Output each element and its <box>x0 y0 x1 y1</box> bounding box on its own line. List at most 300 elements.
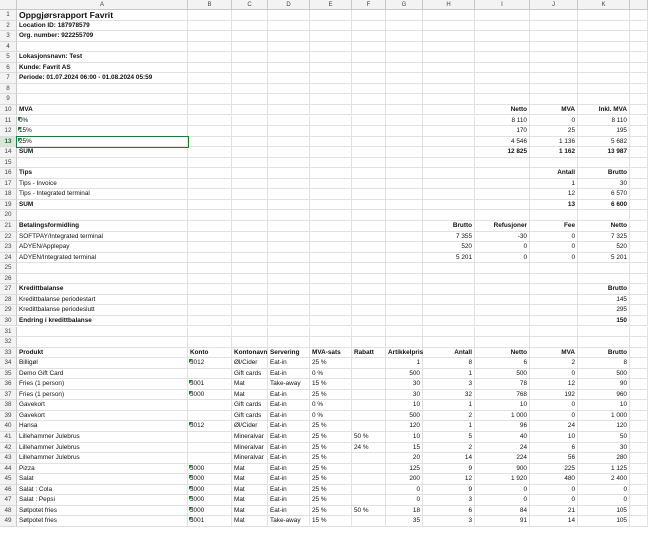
cell-h13[interactable] <box>423 137 475 148</box>
cell-h4[interactable] <box>423 42 475 53</box>
cell-c48[interactable]: Mat <box>232 506 268 517</box>
cell-f47[interactable] <box>352 495 386 506</box>
column-header-e[interactable]: E <box>310 0 352 10</box>
cell-k11[interactable]: 8 110 <box>578 116 630 127</box>
cell-b27[interactable] <box>188 284 232 295</box>
row-header-20[interactable]: 20 <box>0 210 17 221</box>
cell-a15[interactable] <box>17 158 188 169</box>
cell-j39[interactable]: 0 <box>530 411 578 422</box>
cell-a42[interactable]: Lillehammer Julebrus <box>17 443 188 454</box>
row-header-29[interactable]: 29 <box>0 305 17 316</box>
cell-a1[interactable]: Oppgjørsrapport Favrit <box>17 10 188 21</box>
cell-f45[interactable] <box>352 474 386 485</box>
cell-h47[interactable]: 3 <box>423 495 475 506</box>
cell-i38[interactable]: 10 <box>475 400 530 411</box>
cell-k4[interactable] <box>578 42 630 53</box>
cell-k32[interactable] <box>578 337 630 348</box>
cell-i41[interactable]: 40 <box>475 432 530 443</box>
cell-d30[interactable] <box>268 316 310 327</box>
cell-a13[interactable]: 25% <box>17 137 188 148</box>
cell-g12[interactable] <box>386 126 423 137</box>
cell-i37[interactable]: 768 <box>475 390 530 401</box>
cell-j16[interactable]: Antall <box>530 168 578 179</box>
cell-k15[interactable] <box>578 158 630 169</box>
cell-h25[interactable] <box>423 263 475 274</box>
cell-k21[interactable]: Netto <box>578 221 630 232</box>
cell-e48[interactable]: 25 % <box>310 506 352 517</box>
cell-k23[interactable]: 520 <box>578 242 630 253</box>
cell-k39[interactable]: 1 000 <box>578 411 630 422</box>
cell-g18[interactable] <box>386 189 423 200</box>
cell-e31[interactable] <box>310 327 352 338</box>
cell-a28[interactable]: Kredittbalanse periodestart <box>17 295 188 306</box>
row-header-6[interactable]: 6 <box>0 63 17 74</box>
cell-h24[interactable]: 5 201 <box>423 253 475 264</box>
cell-f13[interactable] <box>352 137 386 148</box>
cell-d15[interactable] <box>268 158 310 169</box>
row-header-30[interactable]: 30 <box>0 316 17 327</box>
cell-h31[interactable] <box>423 327 475 338</box>
row-header-36[interactable]: 36 <box>0 379 17 390</box>
cell-b25[interactable] <box>188 263 232 274</box>
row-header-44[interactable]: 44 <box>0 464 17 475</box>
cell-h5[interactable] <box>423 52 475 63</box>
row-header-48[interactable]: 48 <box>0 506 17 517</box>
cell-b23[interactable] <box>188 242 232 253</box>
row-header-40[interactable]: 40 <box>0 421 17 432</box>
cell-c18[interactable] <box>232 189 268 200</box>
cell-a3[interactable]: Org. number: 922255709 <box>17 31 188 42</box>
cell-h30[interactable] <box>423 316 475 327</box>
cell-g20[interactable] <box>386 210 423 221</box>
cell-h1[interactable] <box>423 10 475 21</box>
row-header-41[interactable]: 41 <box>0 432 17 443</box>
row-header-2[interactable]: 2 <box>0 21 17 32</box>
cell-j48[interactable]: 21 <box>530 506 578 517</box>
cell-k7[interactable] <box>578 73 630 84</box>
cell-a38[interactable]: Gavekort <box>17 400 188 411</box>
cell-b36[interactable]: 3001 <box>188 379 232 390</box>
cell-e43[interactable]: 25 % <box>310 453 352 464</box>
cell-a33[interactable]: Produkt <box>17 348 188 359</box>
cell-i40[interactable]: 96 <box>475 421 530 432</box>
cell-c25[interactable] <box>232 263 268 274</box>
cell-b32[interactable] <box>188 337 232 348</box>
cell-c15[interactable] <box>232 158 268 169</box>
cell-a47[interactable]: Salat : Pepsi <box>17 495 188 506</box>
cell-k46[interactable]: 0 <box>578 485 630 496</box>
row-header-33[interactable]: 33 <box>0 348 17 359</box>
cell-i47[interactable]: 0 <box>475 495 530 506</box>
cell-i7[interactable] <box>475 73 530 84</box>
cell-g6[interactable] <box>386 63 423 74</box>
cell-b5[interactable] <box>188 52 232 63</box>
cell-j12[interactable]: 25 <box>530 126 578 137</box>
cell-i23[interactable]: 0 <box>475 242 530 253</box>
row-header-8[interactable]: 8 <box>0 84 17 95</box>
row-header-23[interactable]: 23 <box>0 242 17 253</box>
cell-b10[interactable] <box>188 105 232 116</box>
cell-i5[interactable] <box>475 52 530 63</box>
cell-h18[interactable] <box>423 189 475 200</box>
cell-d43[interactable]: Eat-in <box>268 453 310 464</box>
column-header-d[interactable]: D <box>268 0 310 10</box>
cell-f48[interactable]: 50 % <box>352 506 386 517</box>
cell-f44[interactable] <box>352 464 386 475</box>
cell-d36[interactable]: Take-away <box>268 379 310 390</box>
row-header-7[interactable]: 7 <box>0 73 17 84</box>
cell-c42[interactable]: Mineralvar <box>232 443 268 454</box>
row-header-19[interactable]: 19 <box>0 200 17 211</box>
cell-b22[interactable] <box>188 232 232 243</box>
cell-c3[interactable] <box>232 31 268 42</box>
cell-f41[interactable]: 50 % <box>352 432 386 443</box>
cell-c21[interactable] <box>232 221 268 232</box>
cell-h43[interactable]: 14 <box>423 453 475 464</box>
cell-h40[interactable]: 1 <box>423 421 475 432</box>
cell-e39[interactable]: 0 % <box>310 411 352 422</box>
cell-i32[interactable] <box>475 337 530 348</box>
cell-k31[interactable] <box>578 327 630 338</box>
cell-c33[interactable]: Kontonavn <box>232 348 268 359</box>
cell-e6[interactable] <box>310 63 352 74</box>
cell-d3[interactable] <box>268 31 310 42</box>
row-header-45[interactable]: 45 <box>0 474 17 485</box>
cell-e27[interactable] <box>310 284 352 295</box>
cell-b38[interactable] <box>188 400 232 411</box>
cell-a20[interactable] <box>17 210 188 221</box>
cell-e9[interactable] <box>310 94 352 105</box>
cell-b2[interactable] <box>188 21 232 32</box>
cell-g31[interactable] <box>386 327 423 338</box>
cell-j9[interactable] <box>530 94 578 105</box>
cell-a6[interactable]: Kunde: Favrit AS <box>17 63 188 74</box>
cell-f49[interactable] <box>352 516 386 527</box>
cell-d34[interactable]: Eat-in <box>268 358 310 369</box>
cell-k1[interactable] <box>578 10 630 21</box>
cell-e44[interactable]: 25 % <box>310 464 352 475</box>
cell-g49[interactable]: 35 <box>386 516 423 527</box>
cell-a4[interactable] <box>17 42 188 53</box>
cell-d21[interactable] <box>268 221 310 232</box>
cell-d18[interactable] <box>268 189 310 200</box>
cell-c47[interactable]: Mat <box>232 495 268 506</box>
cell-j27[interactable] <box>530 284 578 295</box>
cell-i14[interactable]: 12 825 <box>475 147 530 158</box>
cell-i43[interactable]: 224 <box>475 453 530 464</box>
column-header-j[interactable]: J <box>530 0 578 10</box>
cell-c27[interactable] <box>232 284 268 295</box>
cell-c28[interactable] <box>232 295 268 306</box>
cell-g10[interactable] <box>386 105 423 116</box>
cell-g38[interactable]: 10 <box>386 400 423 411</box>
cell-h9[interactable] <box>423 94 475 105</box>
cell-g25[interactable] <box>386 263 423 274</box>
cell-k48[interactable]: 105 <box>578 506 630 517</box>
cell-i18[interactable] <box>475 189 530 200</box>
cell-h33[interactable]: Antall <box>423 348 475 359</box>
cell-d6[interactable] <box>268 63 310 74</box>
cell-i46[interactable]: 0 <box>475 485 530 496</box>
cell-f23[interactable] <box>352 242 386 253</box>
cell-g23[interactable] <box>386 242 423 253</box>
cell-h45[interactable]: 12 <box>423 474 475 485</box>
row-header-3[interactable]: 3 <box>0 31 17 42</box>
cell-h29[interactable] <box>423 305 475 316</box>
cell-e7[interactable] <box>310 73 352 84</box>
cell-b35[interactable] <box>188 369 232 380</box>
cell-j37[interactable]: 192 <box>530 390 578 401</box>
cell-d40[interactable]: Eat-in <box>268 421 310 432</box>
cell-c20[interactable] <box>232 210 268 221</box>
cell-e13[interactable] <box>310 137 352 148</box>
cell-b18[interactable] <box>188 189 232 200</box>
cell-d45[interactable]: Eat-in <box>268 474 310 485</box>
cell-a31[interactable] <box>17 327 188 338</box>
cell-c32[interactable] <box>232 337 268 348</box>
row-header-4[interactable]: 4 <box>0 42 17 53</box>
cell-i45[interactable]: 1 920 <box>475 474 530 485</box>
row-header-32[interactable]: 32 <box>0 337 17 348</box>
cell-b43[interactable] <box>188 453 232 464</box>
cell-d32[interactable] <box>268 337 310 348</box>
cell-e11[interactable] <box>310 116 352 127</box>
cell-h7[interactable] <box>423 73 475 84</box>
cell-b34[interactable]: 3012 <box>188 358 232 369</box>
cell-g17[interactable] <box>386 179 423 190</box>
cell-f1[interactable] <box>352 10 386 21</box>
cell-h19[interactable] <box>423 200 475 211</box>
cell-i16[interactable] <box>475 168 530 179</box>
cell-i36[interactable]: 78 <box>475 379 530 390</box>
cell-j49[interactable]: 14 <box>530 516 578 527</box>
cell-g26[interactable] <box>386 274 423 285</box>
cell-j1[interactable] <box>530 10 578 21</box>
cell-i8[interactable] <box>475 84 530 95</box>
cell-a46[interactable]: Salat : Cola <box>17 485 188 496</box>
cell-e47[interactable]: 25 % <box>310 495 352 506</box>
cell-d10[interactable] <box>268 105 310 116</box>
cell-c43[interactable]: Mineralvar <box>232 453 268 464</box>
cell-f14[interactable] <box>352 147 386 158</box>
cell-i12[interactable]: 170 <box>475 126 530 137</box>
cell-e34[interactable]: 25 % <box>310 358 352 369</box>
cell-h49[interactable]: 3 <box>423 516 475 527</box>
cell-b30[interactable] <box>188 316 232 327</box>
cell-f36[interactable] <box>352 379 386 390</box>
cell-j29[interactable] <box>530 305 578 316</box>
cell-i22[interactable]: -30 <box>475 232 530 243</box>
row-header-10[interactable]: 10 <box>0 105 17 116</box>
row-header-37[interactable]: 37 <box>0 390 17 401</box>
row-header-16[interactable]: 16 <box>0 168 17 179</box>
cell-d2[interactable] <box>268 21 310 32</box>
cell-k5[interactable] <box>578 52 630 63</box>
cell-i35[interactable]: 500 <box>475 369 530 380</box>
cell-k3[interactable] <box>578 31 630 42</box>
cell-k6[interactable] <box>578 63 630 74</box>
cell-g42[interactable]: 15 <box>386 443 423 454</box>
row-header-34[interactable]: 34 <box>0 358 17 369</box>
cell-a14[interactable]: SUM <box>17 147 188 158</box>
cell-c26[interactable] <box>232 274 268 285</box>
cell-a36[interactable]: Fries (1 person) <box>17 379 188 390</box>
cell-g21[interactable] <box>386 221 423 232</box>
cell-f3[interactable] <box>352 31 386 42</box>
cell-i24[interactable]: 0 <box>475 253 530 264</box>
cell-b9[interactable] <box>188 94 232 105</box>
cell-g29[interactable] <box>386 305 423 316</box>
cell-c10[interactable] <box>232 105 268 116</box>
cell-h38[interactable]: 1 <box>423 400 475 411</box>
cell-d41[interactable]: Eat-in <box>268 432 310 443</box>
cell-i11[interactable]: 8 110 <box>475 116 530 127</box>
cell-h44[interactable]: 9 <box>423 464 475 475</box>
cell-b39[interactable] <box>188 411 232 422</box>
cell-c16[interactable] <box>232 168 268 179</box>
cell-c17[interactable] <box>232 179 268 190</box>
cell-k40[interactable]: 120 <box>578 421 630 432</box>
cell-b48[interactable]: 3000 <box>188 506 232 517</box>
row-header-26[interactable]: 26 <box>0 274 17 285</box>
cell-c7[interactable] <box>232 73 268 84</box>
cell-i29[interactable] <box>475 305 530 316</box>
cell-a45[interactable]: Salat <box>17 474 188 485</box>
cell-j23[interactable]: 0 <box>530 242 578 253</box>
cell-i26[interactable] <box>475 274 530 285</box>
cell-b46[interactable]: 3000 <box>188 485 232 496</box>
cell-c35[interactable]: Gift cards <box>232 369 268 380</box>
row-header-11[interactable]: 11 <box>0 116 17 127</box>
cell-e41[interactable]: 25 % <box>310 432 352 443</box>
cell-d44[interactable]: Eat-in <box>268 464 310 475</box>
cell-h22[interactable]: 7 355 <box>423 232 475 243</box>
cell-b20[interactable] <box>188 210 232 221</box>
cell-h12[interactable] <box>423 126 475 137</box>
cell-d14[interactable] <box>268 147 310 158</box>
cell-f37[interactable] <box>352 390 386 401</box>
cell-a35[interactable]: Demo Gift Card <box>17 369 188 380</box>
cell-g32[interactable] <box>386 337 423 348</box>
cell-k18[interactable]: 6 570 <box>578 189 630 200</box>
cell-f29[interactable] <box>352 305 386 316</box>
cell-k14[interactable]: 13 987 <box>578 147 630 158</box>
cell-f7[interactable] <box>352 73 386 84</box>
cell-d19[interactable] <box>268 200 310 211</box>
cell-d39[interactable]: Eat-in <box>268 411 310 422</box>
cell-a30[interactable]: Endring i kredittbalanse <box>17 316 188 327</box>
column-header-f[interactable]: F <box>352 0 386 10</box>
cell-c34[interactable]: Øl/Cider <box>232 358 268 369</box>
cell-f43[interactable] <box>352 453 386 464</box>
cell-j17[interactable]: 1 <box>530 179 578 190</box>
cell-d5[interactable] <box>268 52 310 63</box>
cell-j38[interactable]: 0 <box>530 400 578 411</box>
cell-c45[interactable]: Mat <box>232 474 268 485</box>
cell-a29[interactable]: Kredittbalanse periodeslutt <box>17 305 188 316</box>
cell-d26[interactable] <box>268 274 310 285</box>
cell-k49[interactable]: 105 <box>578 516 630 527</box>
cell-f19[interactable] <box>352 200 386 211</box>
row-header-27[interactable]: 27 <box>0 284 17 295</box>
cell-a44[interactable]: Pizza <box>17 464 188 475</box>
cell-i19[interactable] <box>475 200 530 211</box>
cell-f32[interactable] <box>352 337 386 348</box>
cell-b17[interactable] <box>188 179 232 190</box>
cell-a11[interactable]: 0% <box>17 116 188 127</box>
cell-d28[interactable] <box>268 295 310 306</box>
cell-b37[interactable]: 3000 <box>188 390 232 401</box>
cell-c12[interactable] <box>232 126 268 137</box>
cell-c4[interactable] <box>232 42 268 53</box>
cell-b40[interactable]: 3012 <box>188 421 232 432</box>
cell-g15[interactable] <box>386 158 423 169</box>
cell-d4[interactable] <box>268 42 310 53</box>
cell-f38[interactable] <box>352 400 386 411</box>
cell-g40[interactable]: 120 <box>386 421 423 432</box>
cell-f40[interactable] <box>352 421 386 432</box>
cell-b24[interactable] <box>188 253 232 264</box>
cell-k45[interactable]: 2 400 <box>578 474 630 485</box>
cell-e1[interactable] <box>310 10 352 21</box>
cell-f5[interactable] <box>352 52 386 63</box>
cell-g30[interactable] <box>386 316 423 327</box>
cell-j2[interactable] <box>530 21 578 32</box>
cell-j32[interactable] <box>530 337 578 348</box>
cell-i27[interactable] <box>475 284 530 295</box>
cell-f15[interactable] <box>352 158 386 169</box>
cell-h37[interactable]: 32 <box>423 390 475 401</box>
cell-j8[interactable] <box>530 84 578 95</box>
cell-h26[interactable] <box>423 274 475 285</box>
cell-k47[interactable]: 0 <box>578 495 630 506</box>
cell-h17[interactable] <box>423 179 475 190</box>
cell-e32[interactable] <box>310 337 352 348</box>
cell-g46[interactable]: 0 <box>386 485 423 496</box>
cell-e30[interactable] <box>310 316 352 327</box>
cell-h6[interactable] <box>423 63 475 74</box>
cell-d1[interactable] <box>268 10 310 21</box>
cell-h11[interactable] <box>423 116 475 127</box>
cell-d31[interactable] <box>268 327 310 338</box>
cell-k34[interactable]: 8 <box>578 358 630 369</box>
cell-b47[interactable]: 3000 <box>188 495 232 506</box>
cell-k24[interactable]: 5 201 <box>578 253 630 264</box>
cell-i20[interactable] <box>475 210 530 221</box>
cell-f8[interactable] <box>352 84 386 95</box>
cell-j26[interactable] <box>530 274 578 285</box>
cell-f27[interactable] <box>352 284 386 295</box>
cell-c1[interactable] <box>232 10 268 21</box>
row-header-13[interactable]: 13 <box>0 137 17 148</box>
cell-i42[interactable]: 24 <box>475 443 530 454</box>
cell-k19[interactable]: 6 600 <box>578 200 630 211</box>
cell-c40[interactable]: Øl/Cider <box>232 421 268 432</box>
cell-g41[interactable]: 10 <box>386 432 423 443</box>
cell-f42[interactable]: 24 % <box>352 443 386 454</box>
cell-i44[interactable]: 900 <box>475 464 530 475</box>
cell-f46[interactable] <box>352 485 386 496</box>
cell-g13[interactable] <box>386 137 423 148</box>
cell-a27[interactable]: Kredittbalanse <box>17 284 188 295</box>
cell-j4[interactable] <box>530 42 578 53</box>
cell-c24[interactable] <box>232 253 268 264</box>
cell-i28[interactable] <box>475 295 530 306</box>
cell-h15[interactable] <box>423 158 475 169</box>
cell-g1[interactable] <box>386 10 423 21</box>
cell-c49[interactable]: Mat <box>232 516 268 527</box>
cell-a48[interactable]: Søtpotet fries <box>17 506 188 517</box>
